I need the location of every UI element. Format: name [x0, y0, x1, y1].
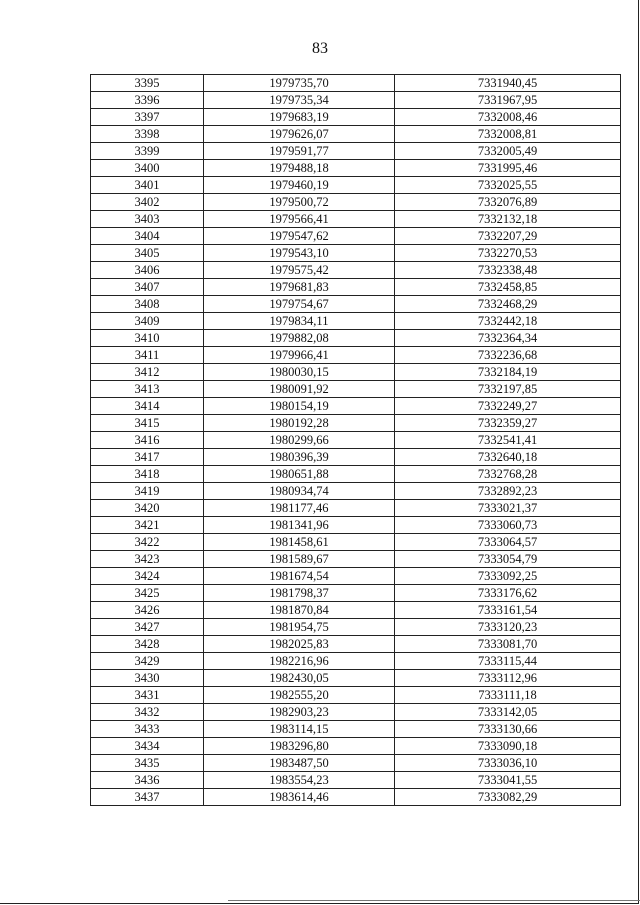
point-number-cell: 3427 — [91, 619, 204, 636]
table-row — [91, 245, 621, 262]
point-number-cell: 3417 — [91, 449, 204, 466]
point-number-cell: 3402 — [91, 194, 204, 211]
table-row — [91, 313, 621, 330]
y-coordinate-cell: 7333064,57 — [395, 534, 621, 551]
x-coordinate-cell: 1979966,41 — [204, 347, 395, 364]
page-number: 83 — [312, 40, 328, 57]
point-number-cell: 3431 — [91, 687, 204, 704]
y-coordinate-cell: 7332132,18 — [395, 211, 621, 228]
table-row — [91, 415, 621, 432]
table-row — [91, 483, 621, 500]
y-coordinate-cell: 7333090,18 — [395, 738, 621, 755]
point-number-cell: 3428 — [91, 636, 204, 653]
y-coordinate-cell: 7331967,95 — [395, 92, 621, 109]
point-number-cell: 3435 — [91, 755, 204, 772]
x-coordinate-cell: 1981798,37 — [204, 585, 395, 602]
point-number-cell: 3403 — [91, 211, 204, 228]
table-row — [91, 177, 621, 194]
table-row — [91, 755, 621, 772]
x-coordinate-cell: 1979681,83 — [204, 279, 395, 296]
x-coordinate-cell: 1979543,10 — [204, 245, 395, 262]
y-coordinate-cell: 7332541,41 — [395, 432, 621, 449]
y-coordinate-cell: 7333142,05 — [395, 704, 621, 721]
point-number-cell: 3409 — [91, 313, 204, 330]
table-row — [91, 194, 621, 211]
table-row — [91, 160, 621, 177]
table-row — [91, 534, 621, 551]
x-coordinate-cell: 1979834,11 — [204, 313, 395, 330]
point-number-cell: 3434 — [91, 738, 204, 755]
x-coordinate-cell: 1983296,80 — [204, 738, 395, 755]
table-row — [91, 585, 621, 602]
x-coordinate-cell: 1980934,74 — [204, 483, 395, 500]
y-coordinate-cell: 7332468,29 — [395, 296, 621, 313]
point-number-cell: 3424 — [91, 568, 204, 585]
point-number-cell: 3404 — [91, 228, 204, 245]
y-coordinate-cell: 7332008,81 — [395, 126, 621, 143]
x-coordinate-cell: 1979566,41 — [204, 211, 395, 228]
table-row — [91, 517, 621, 534]
y-coordinate-cell: 7333092,25 — [395, 568, 621, 585]
point-number-cell: 3395 — [91, 75, 204, 92]
x-coordinate-cell: 1979591,77 — [204, 143, 395, 160]
y-coordinate-cell: 7332005,49 — [395, 143, 621, 160]
y-coordinate-cell: 7332076,89 — [395, 194, 621, 211]
point-number-cell: 3419 — [91, 483, 204, 500]
table-row — [91, 109, 621, 126]
x-coordinate-cell: 1983614,46 — [204, 789, 395, 806]
x-coordinate-cell: 1979882,08 — [204, 330, 395, 347]
x-coordinate-cell: 1979626,07 — [204, 126, 395, 143]
table-row — [91, 126, 621, 143]
y-coordinate-cell: 7333054,79 — [395, 551, 621, 568]
table-row — [91, 653, 621, 670]
point-number-cell: 3414 — [91, 398, 204, 415]
y-coordinate-cell: 7333161,54 — [395, 602, 621, 619]
point-number-cell: 3426 — [91, 602, 204, 619]
x-coordinate-cell: 1980651,88 — [204, 466, 395, 483]
table-row — [91, 262, 621, 279]
x-coordinate-cell: 1983114,15 — [204, 721, 395, 738]
x-coordinate-cell: 1980299,66 — [204, 432, 395, 449]
y-coordinate-cell: 7332236,68 — [395, 347, 621, 364]
y-coordinate-cell: 7332768,28 — [395, 466, 621, 483]
table-row — [91, 636, 621, 653]
table-row — [91, 772, 621, 789]
x-coordinate-cell: 1979500,72 — [204, 194, 395, 211]
table-row — [91, 398, 621, 415]
y-coordinate-cell: 7332197,85 — [395, 381, 621, 398]
y-coordinate-cell: 7333081,70 — [395, 636, 621, 653]
table-row — [91, 721, 621, 738]
table-row — [91, 92, 621, 109]
table-row — [91, 330, 621, 347]
table-row — [91, 551, 621, 568]
x-coordinate-cell: 1980192,28 — [204, 415, 395, 432]
point-number-cell: 3410 — [91, 330, 204, 347]
y-coordinate-cell: 7333130,66 — [395, 721, 621, 738]
point-number-cell: 3397 — [91, 109, 204, 126]
x-coordinate-cell: 1979683,19 — [204, 109, 395, 126]
table-row — [91, 347, 621, 364]
y-coordinate-cell: 7333060,73 — [395, 517, 621, 534]
table-row — [91, 432, 621, 449]
point-number-cell: 3430 — [91, 670, 204, 687]
point-number-cell: 3408 — [91, 296, 204, 313]
point-number-cell: 3399 — [91, 143, 204, 160]
table-row — [91, 670, 621, 687]
y-coordinate-cell: 7332207,29 — [395, 228, 621, 245]
x-coordinate-cell: 1981341,96 — [204, 517, 395, 534]
x-coordinate-cell: 1982903,23 — [204, 704, 395, 721]
y-coordinate-cell: 7332025,55 — [395, 177, 621, 194]
coordinates-table-body — [91, 75, 621, 806]
y-coordinate-cell: 7331940,45 — [395, 75, 621, 92]
y-coordinate-cell: 7333176,62 — [395, 585, 621, 602]
point-number-cell: 3423 — [91, 551, 204, 568]
table-row — [91, 619, 621, 636]
x-coordinate-cell: 1981177,46 — [204, 500, 395, 517]
y-coordinate-cell: 7332640,18 — [395, 449, 621, 466]
y-coordinate-cell: 7332270,53 — [395, 245, 621, 262]
point-number-cell: 3436 — [91, 772, 204, 789]
x-coordinate-cell: 1979547,62 — [204, 228, 395, 245]
point-number-cell: 3405 — [91, 245, 204, 262]
x-coordinate-cell: 1979575,42 — [204, 262, 395, 279]
point-number-cell: 3406 — [91, 262, 204, 279]
x-coordinate-cell: 1981954,75 — [204, 619, 395, 636]
bottom-divider — [228, 900, 640, 901]
y-coordinate-cell: 7333111,18 — [395, 687, 621, 704]
table-row — [91, 364, 621, 381]
x-coordinate-cell: 1979488,18 — [204, 160, 395, 177]
y-coordinate-cell: 7331995,46 — [395, 160, 621, 177]
table-row — [91, 602, 621, 619]
table-row — [91, 381, 621, 398]
y-coordinate-cell: 7332249,27 — [395, 398, 621, 415]
table-row — [91, 228, 621, 245]
x-coordinate-cell: 1980091,92 — [204, 381, 395, 398]
point-number-cell: 3432 — [91, 704, 204, 721]
y-coordinate-cell: 7333120,23 — [395, 619, 621, 636]
y-coordinate-cell: 7333082,29 — [395, 789, 621, 806]
x-coordinate-cell: 1983487,50 — [204, 755, 395, 772]
point-number-cell: 3418 — [91, 466, 204, 483]
table-row — [91, 704, 621, 721]
y-coordinate-cell: 7332359,27 — [395, 415, 621, 432]
y-coordinate-cell: 7332892,23 — [395, 483, 621, 500]
x-coordinate-cell: 1980030,15 — [204, 364, 395, 381]
point-number-cell: 3411 — [91, 347, 204, 364]
point-number-cell: 3429 — [91, 653, 204, 670]
point-number-cell: 3437 — [91, 789, 204, 806]
x-coordinate-cell: 1982430,05 — [204, 670, 395, 687]
point-number-cell: 3413 — [91, 381, 204, 398]
point-number-cell: 3421 — [91, 517, 204, 534]
coordinates-table-container — [90, 74, 620, 806]
x-coordinate-cell: 1981674,54 — [204, 568, 395, 585]
y-coordinate-cell: 7332008,46 — [395, 109, 621, 126]
x-coordinate-cell: 1983554,23 — [204, 772, 395, 789]
x-coordinate-cell: 1982555,20 — [204, 687, 395, 704]
table-row — [91, 789, 621, 806]
point-number-cell: 3416 — [91, 432, 204, 449]
y-coordinate-cell: 7332458,85 — [395, 279, 621, 296]
table-row — [91, 211, 621, 228]
y-coordinate-cell: 7332442,18 — [395, 313, 621, 330]
point-number-cell: 3401 — [91, 177, 204, 194]
x-coordinate-cell: 1981589,67 — [204, 551, 395, 568]
x-coordinate-cell: 1981870,84 — [204, 602, 395, 619]
table-row — [91, 296, 621, 313]
x-coordinate-cell: 1979735,70 — [204, 75, 395, 92]
y-coordinate-cell: 7333041,55 — [395, 772, 621, 789]
table-row — [91, 687, 621, 704]
point-number-cell: 3425 — [91, 585, 204, 602]
y-coordinate-cell: 7332338,48 — [395, 262, 621, 279]
x-coordinate-cell: 1980154,19 — [204, 398, 395, 415]
table-row — [91, 466, 621, 483]
point-number-cell: 3415 — [91, 415, 204, 432]
x-coordinate-cell: 1982025,83 — [204, 636, 395, 653]
y-coordinate-cell: 7333036,10 — [395, 755, 621, 772]
point-number-cell: 3433 — [91, 721, 204, 738]
table-row — [91, 75, 621, 92]
point-number-cell: 3398 — [91, 126, 204, 143]
x-coordinate-cell: 1981458,61 — [204, 534, 395, 551]
table-row — [91, 143, 621, 160]
y-coordinate-cell: 7333021,37 — [395, 500, 621, 517]
point-number-cell: 3420 — [91, 500, 204, 517]
coordinates-table — [90, 74, 621, 806]
x-coordinate-cell: 1982216,96 — [204, 653, 395, 670]
point-number-cell: 3412 — [91, 364, 204, 381]
point-number-cell: 3422 — [91, 534, 204, 551]
x-coordinate-cell: 1979754,67 — [204, 296, 395, 313]
y-coordinate-cell: 7333115,44 — [395, 653, 621, 670]
table-row — [91, 449, 621, 466]
x-coordinate-cell: 1979735,34 — [204, 92, 395, 109]
y-coordinate-cell: 7333112,96 — [395, 670, 621, 687]
table-row — [91, 738, 621, 755]
table-row — [91, 500, 621, 517]
table-row — [91, 279, 621, 296]
point-number-cell: 3400 — [91, 160, 204, 177]
x-coordinate-cell: 1979460,19 — [204, 177, 395, 194]
table-row — [91, 568, 621, 585]
x-coordinate-cell: 1980396,39 — [204, 449, 395, 466]
point-number-cell: 3396 — [91, 92, 204, 109]
y-coordinate-cell: 7332364,34 — [395, 330, 621, 347]
y-coordinate-cell: 7332184,19 — [395, 364, 621, 381]
point-number-cell: 3407 — [91, 279, 204, 296]
